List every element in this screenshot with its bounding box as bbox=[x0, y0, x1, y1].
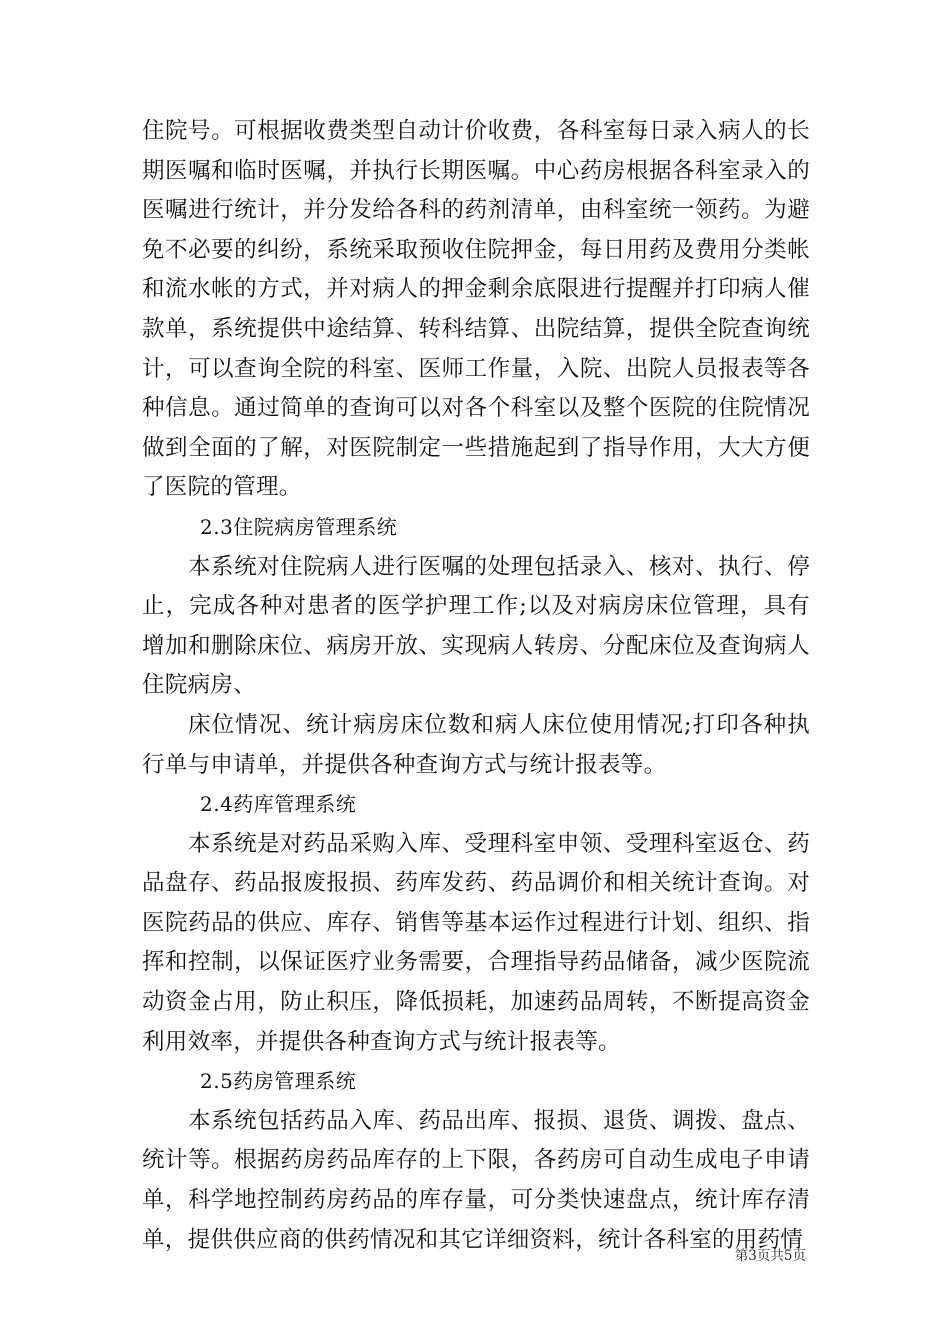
paragraph-pharmacy-management: 本系统包括药品入库、药品出库、报损、退货、调拨、盘点、统计等。根据药房药品库存的上下限，各药房可自动生成电子申请单，科学地控制药房药品的库存量，可分类快速盘点，统计库存清单，提供供应商的供药情况和其它详细资料，统计各科室的用药情 bbox=[142, 1107, 810, 1253]
paragraph-drug-warehouse: 本系统是对药品采购入库、受理科室申领、受理科室返仓、药品盘存、药品报废报损、药库发药、药品调价和相关统计查询。对医院药品的供应、库存、销售等基本运作过程进行计划、组织、指挥和控制，以保证医疗业务需要，合理指导药品储备，减少医院流动资金占用，防止积压，降低损耗，加速药品周转，不断提高资金利用效率，并提供各种查询方式与统计报表等。 bbox=[142, 830, 810, 1055]
paragraph-inpatient-billing: 住院号。可根据收费类型自动计价收费，各科室每日录入病人的长期医嘱和临时医嘱，并执行长期医嘱。中心药房根据各科室录入的医嘱进行统计，并分发给各科的药剂清单，由科室统一领药。为避免不必要的纠纷，系统采取预收住院押金，每日用药及费用分类帐和流水帐的方式，并对病人的押金剩余底限进行提醒并打印病人催款单，系统提供中途结算、转科结算、出院结算，提供全院查询统计，可以查询全院的科室、医师工作量，入院、出院人员报表等各种信息。通过简单的查询可以对各个科室以及整个医院的住院情况做到全面的了解，对医院制定一些措施起到了指导作用，大大方便了医院的管理。 bbox=[142, 118, 810, 501]
paragraph-bed-statistics: 床位情况、统计病房床位数和病人床位使用情况;打印各种执行单与申请单，并提供各种查询方式与统计报表等。 bbox=[142, 711, 810, 778]
document-body bbox=[142, 112, 810, 1260]
section-heading-2-5: 2.5药房管理系统 bbox=[200, 1069, 357, 1094]
paragraph-ward-management: 本系统对住院病人进行医嘱的处理包括录入、核对、执行、停止，完成各种对患者的医学护理工作;以及对病房床位管理，具有增加和删除床位、病房开放、实现病人转房、分配床位及查询病人住院病房、 bbox=[142, 553, 810, 699]
section-heading-2-4: 2.4药库管理系统 bbox=[200, 792, 357, 817]
page-number-footer: 第3页共5页 bbox=[734, 1248, 806, 1264]
section-heading-2-3: 2.3住院病房管理系统 bbox=[200, 514, 398, 539]
